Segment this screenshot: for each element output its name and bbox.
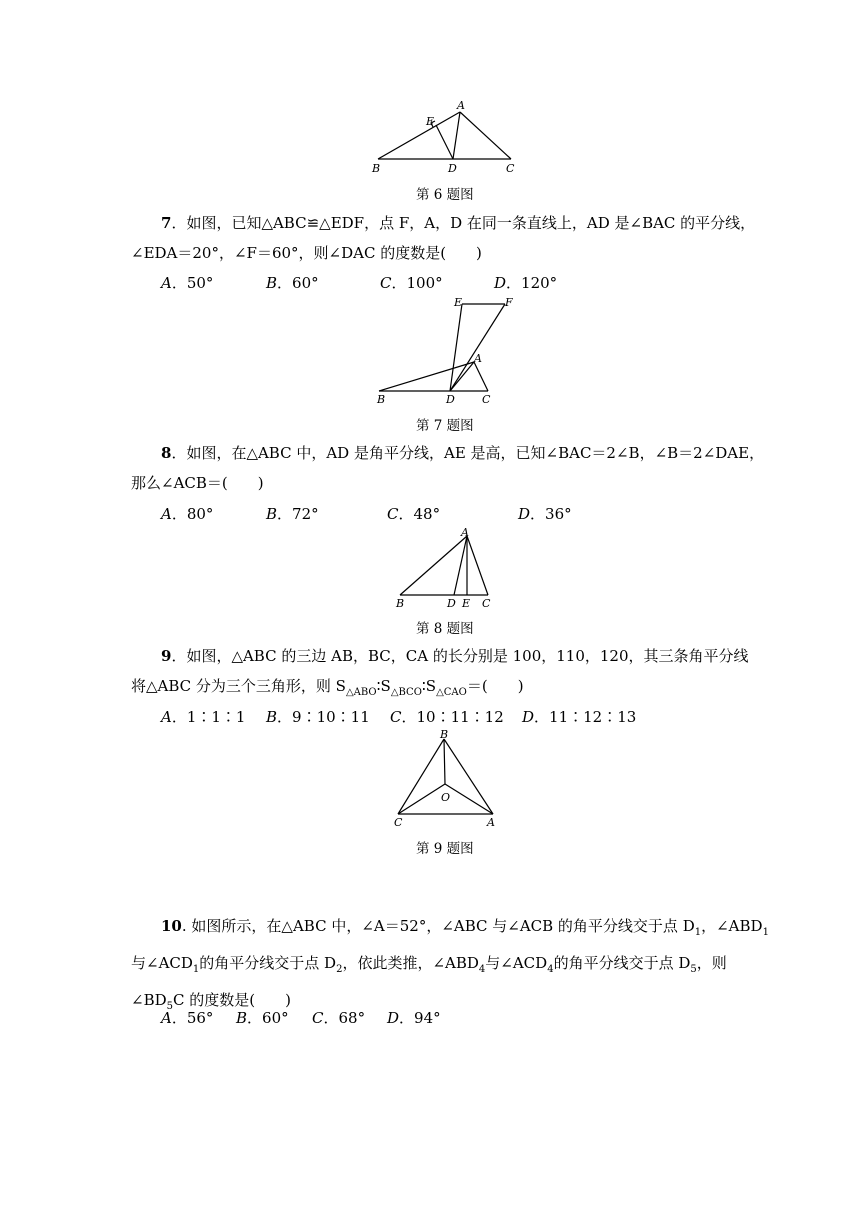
option-c[interactable]: C．68° bbox=[312, 1009, 366, 1027]
option-b[interactable]: B．60° bbox=[266, 274, 319, 292]
label-C: C bbox=[482, 597, 491, 610]
figure-9 bbox=[385, 726, 510, 831]
option-c[interactable]: C．100° bbox=[380, 274, 443, 292]
label-D: D bbox=[446, 393, 455, 406]
option-c[interactable]: C．10∶11∶12 bbox=[390, 708, 504, 726]
label-C: C bbox=[482, 393, 491, 406]
option-b[interactable]: B．72° bbox=[266, 505, 319, 523]
label-A: A bbox=[461, 526, 469, 539]
option-b[interactable]: B．60° bbox=[236, 1009, 289, 1027]
label-E: E bbox=[454, 296, 463, 309]
label-A: A bbox=[457, 99, 465, 112]
label-E: E bbox=[426, 115, 435, 128]
label-C: C bbox=[506, 162, 515, 175]
figure-9-caption: 第 9 题图 bbox=[416, 841, 474, 857]
question-8: 8．如图，在△ABC 中，AD 是角平分线，AE 是高，已知∠BAC＝2∠B，∠B＝2∠DAE， 那么∠ACB＝( ) bbox=[131, 444, 765, 492]
figure-8 bbox=[390, 526, 505, 612]
option-d[interactable]: D．11∶12∶13 bbox=[522, 708, 637, 726]
question-number: 9 bbox=[161, 647, 172, 665]
option-a[interactable]: A．56° bbox=[161, 1009, 214, 1027]
figure-8-caption: 第 8 题图 bbox=[416, 621, 474, 637]
label-F: F bbox=[505, 296, 513, 309]
option-a[interactable]: A．80° bbox=[161, 505, 214, 523]
question-number: 8 bbox=[161, 444, 172, 462]
label-E: E bbox=[462, 597, 471, 610]
question-number: 7 bbox=[161, 214, 172, 232]
option-a[interactable]: A．1∶1∶1 bbox=[161, 708, 246, 726]
label-A: A bbox=[487, 816, 495, 829]
label-O: O bbox=[441, 791, 451, 804]
question-number: 10 bbox=[161, 917, 182, 935]
figure-6 bbox=[360, 98, 530, 178]
label-D: D bbox=[448, 162, 457, 175]
label-B: B bbox=[396, 597, 405, 610]
question-9: 9．如图，△ABC 的三边 AB，BC，CA 的长分别是 100，110，120，其三条角平分线 将△ABC 分为三个三角形，则 $S_{\triangle ABO}∶S_{\triangle BCO}∶S_{\triangle CAO}=$( ) bbox=[131, 647, 749, 698]
label-B: B bbox=[377, 393, 386, 406]
figure-7-caption: 第 7 题图 bbox=[416, 418, 474, 434]
option-d[interactable]: D．36° bbox=[518, 505, 572, 523]
label-B: B bbox=[440, 728, 449, 741]
label-C: C bbox=[394, 816, 403, 829]
figure-6-caption: 第 6 题图 bbox=[416, 187, 474, 203]
question-10: 10. 如图所示，在△ABC 中，∠A＝52°，∠ABC 与∠ACB 的角平分线交于点 $D_1$，$\angle ABD_1$ 与$\angle ACD_1$的角平分线交于点 $D_2$，依此类推，$\angle ABD_4$与$\angle ACD_4$的角平分线交于点 $D_5$，则 $\angle BD_5C$ 的度数是( ) bbox=[131, 917, 769, 1012]
question-7: 7．如图，已知△ABC≌△EDF，点 F，A，D 在同一条直线上，AD 是∠BAC 的平分线， ∠EDA＝20°，∠F＝60°，则∠DAC 的度数是( ) bbox=[131, 214, 756, 262]
figure-7 bbox=[370, 294, 520, 406]
option-b[interactable]: B．9∶10∶11 bbox=[266, 708, 370, 726]
option-c[interactable]: C．48° bbox=[387, 505, 441, 523]
label-B: B bbox=[372, 162, 381, 175]
option-a[interactable]: A．50° bbox=[161, 274, 214, 292]
option-d[interactable]: D．120° bbox=[494, 274, 558, 292]
label-A: A bbox=[474, 352, 482, 365]
label-D: D bbox=[447, 597, 456, 610]
option-d[interactable]: D．94° bbox=[387, 1009, 441, 1027]
